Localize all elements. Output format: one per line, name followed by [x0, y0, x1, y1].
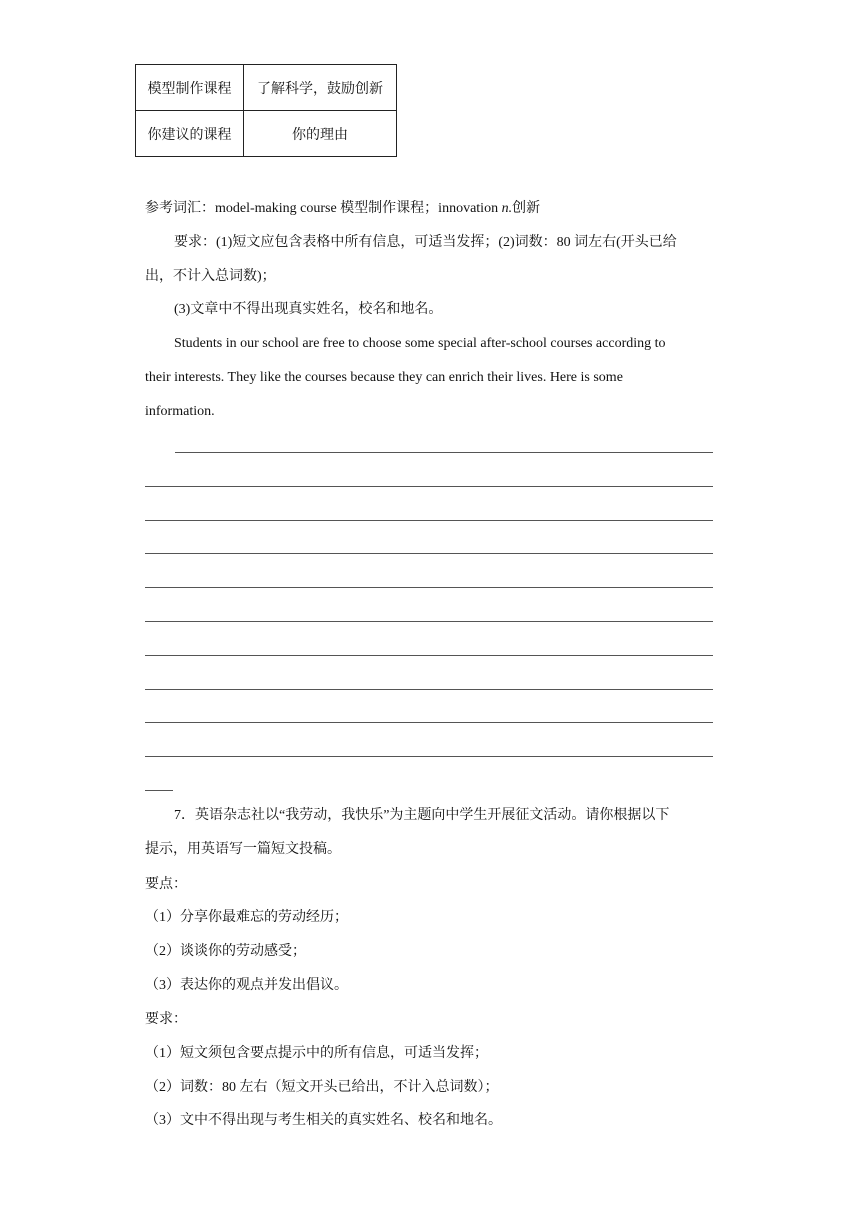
table-cell-course: 模型制作课程	[136, 65, 244, 111]
passage-line: their interests. They like the courses because they can enrich their lives. Here is some	[145, 370, 623, 385]
vocab-pos: n.	[501, 201, 513, 216]
answer-line[interactable]	[145, 655, 713, 656]
requirements-line: 要求：(1)短文应包含表格中所有信息，可适当发挥；(2)词数：80 词左右(开头已给	[174, 235, 677, 250]
answer-line[interactable]	[145, 722, 713, 723]
passage-line: Students in our school are free to choose some special after-school courses according to	[174, 336, 666, 351]
answer-line[interactable]	[145, 756, 713, 757]
table-row	[136, 111, 397, 157]
requirement-item: （3）文中不得出现与考生相关的真实姓名、校名和地名。	[145, 1113, 502, 1128]
vocab-prefix: 参考词汇：model-making course 模型制作课程；innovation	[145, 201, 502, 216]
points-heading: 要点：	[145, 877, 187, 892]
table-cell-course: 你建议的课程	[136, 111, 244, 157]
question-7-prompt: 提示，用英语写一篇短文投稿。	[145, 842, 341, 857]
vocabulary-hint	[145, 199, 715, 219]
answer-line[interactable]	[145, 621, 713, 622]
passage-line: information.	[145, 404, 215, 419]
vocab-suffix: 创新	[512, 201, 541, 216]
answer-line[interactable]	[145, 520, 713, 521]
table-row	[136, 65, 397, 111]
answer-line[interactable]	[175, 452, 713, 453]
table-cell-purpose: 你的理由	[244, 111, 397, 157]
point-item: （3）表达你的观点并发出倡议。	[145, 978, 348, 993]
answer-line[interactable]	[145, 486, 713, 487]
requirement-item: （1）短文须包含要点提示中的所有信息，可适当发挥；	[145, 1046, 488, 1061]
requirements-heading: 要求：	[145, 1012, 187, 1027]
answer-line[interactable]	[145, 553, 713, 554]
point-item: （1）分享你最难忘的劳动经历；	[145, 910, 348, 925]
answer-line-end[interactable]	[145, 790, 173, 791]
table-cell-purpose: 了解科学，鼓励创新	[244, 65, 397, 111]
requirement-item: （2）词数：80 左右（短文开头已给出，不计入总词数）；	[145, 1080, 499, 1095]
point-item: （2）谈谈你的劳动感受；	[145, 944, 306, 959]
requirements-line: (3)文章中不得出现真实姓名，校名和地名。	[174, 302, 443, 317]
answer-line[interactable]	[145, 587, 713, 588]
requirements-line: 出，不计入总词数)；	[145, 269, 276, 284]
answer-line[interactable]	[145, 689, 713, 690]
course-info-table	[135, 64, 397, 157]
question-7-prompt: 7．英语杂志社以“我劳动，我快乐”为主题向中学生开展征文活动。请你根据以下	[174, 808, 670, 823]
